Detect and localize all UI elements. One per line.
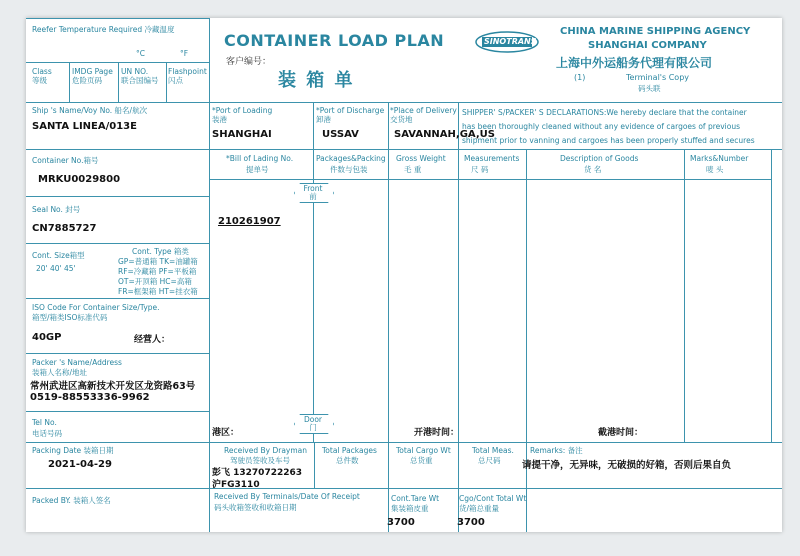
container-load-plan-document <box>26 18 782 532</box>
grid-line <box>526 149 527 442</box>
cont-size-values: 20' 40' 45' <box>36 264 76 273</box>
tel-no-label: Tel No. <box>32 418 57 427</box>
grid-line <box>166 62 167 102</box>
gross-weight-label-cn: 毛 重 <box>404 165 422 174</box>
door-label: Door <box>303 415 323 424</box>
flashpoint-label: Flashpoint <box>168 67 207 76</box>
remarks-value: 请提干净，无异味，无破损的好箱，否则后果自负 <box>522 460 732 471</box>
document-title-cn: 装 箱 单 <box>278 70 355 91</box>
grid-line <box>313 102 314 149</box>
declaration-line-2: has been thoroughly cleaned without any evidence of cargoes of previous <box>462 122 741 131</box>
terminal-receipt-label-cn: 码头收箱签收和收箱日期 <box>214 503 297 512</box>
port-of-discharge-label: *Port of Discharge <box>316 106 385 115</box>
terminal-receipt-label: Received By Terminals/Date Of Receipt <box>214 492 360 501</box>
copy-label: Terminal's Copy <box>626 73 690 82</box>
drayman-label-cn: 驾驶员签收及车号 <box>230 456 290 465</box>
cont-type-line-1: GP=普通箱 TK=油罐箱 <box>118 257 198 266</box>
grid-line <box>26 18 210 19</box>
grid-line <box>458 102 459 149</box>
fahrenheit-unit: °F <box>180 49 189 58</box>
front-label-cn: 前 <box>309 192 317 201</box>
grid-line <box>26 353 210 354</box>
cargo-container-total-value: 3700 <box>457 517 485 528</box>
grid-line <box>458 149 459 442</box>
packer-label: Packer 's Name/Address <box>32 358 122 367</box>
cont-size-label: Cont. Size箱型 <box>32 251 85 260</box>
iso-code-value: 40GP <box>32 332 62 343</box>
seal-no-value: CN7885727 <box>32 223 97 234</box>
tare-weight-value: 3700 <box>387 517 415 528</box>
iso-code-label: ISO Code For Container Size/Type. <box>32 303 160 312</box>
container-no-label: Container No.箱号 <box>32 156 99 165</box>
total-meas-label: Total Meas. <box>472 446 514 455</box>
gross-weight-label: Gross Weight <box>396 154 446 163</box>
grid-line <box>209 179 772 180</box>
port-of-loading-value: SHANGHAI <box>212 129 272 140</box>
imdg-label: IMDG Page <box>72 67 113 76</box>
total-packages-label-cn: 总件数 <box>336 456 359 465</box>
company-name-en-2: SHANGHAI COMPANY <box>588 40 707 51</box>
declaration-line-3: shipment prior to vanning and cargoes has been properly stuffed and secures <box>462 136 755 145</box>
grid-line <box>26 442 782 443</box>
cont-type-line-2: RF=冷藏箱 PF=平板箱 <box>118 267 197 276</box>
declaration-line-1: SHIPPER' S/PACKER' S DECLARATIONS:We hereby declare that the container <box>462 108 747 117</box>
ship-name-value: SANTA LINEA/013E <box>32 121 137 132</box>
description-label-cn: 货 名 <box>584 165 602 174</box>
cont-type-label: Cont. Type 箱类 <box>132 247 189 256</box>
total-cargo-label: Total Cargo Wt <box>396 446 451 455</box>
grid-line <box>26 149 782 150</box>
remarks-label: Remarks: 备注 <box>530 446 583 455</box>
grid-line <box>771 149 772 442</box>
cont-type-line-4: FR=框架箱 HT=挂衣箱 <box>118 287 198 296</box>
grid-line <box>118 62 119 102</box>
marks-label: Marks&Number <box>690 154 749 163</box>
grid-line <box>69 62 70 102</box>
class-label-cn: 等级 <box>32 76 47 85</box>
packing-date-value: 2021-04-29 <box>48 459 112 470</box>
iso-code-label-cn: 箱型/箱类ISO标准代码 <box>32 313 108 322</box>
bl-no-value: 210261907 <box>218 216 281 227</box>
cargo-container-total-label-cn: 货/箱总重量 <box>459 504 500 513</box>
grid-line <box>26 102 782 103</box>
tel-no-label-cn: 电话号码 <box>32 429 62 438</box>
packer-address: 常州武进区高新技术开发区龙资路63号 <box>30 381 196 392</box>
port-of-loading-label: *Port of Loading <box>212 106 273 115</box>
open-time-label: 开港时间： <box>414 428 460 438</box>
operator-label: 经营人： <box>134 335 171 345</box>
grid-line <box>26 411 210 412</box>
container-no-value: MRKU0029800 <box>38 174 121 185</box>
customer-no-label: 客户编号： <box>226 57 272 67</box>
tare-weight-label: Cont.Tare Wt <box>391 494 440 503</box>
marks-label-cn: 唛 头 <box>706 165 724 174</box>
imdg-label-cn: 危险页码 <box>72 76 102 85</box>
grid-line <box>26 488 782 489</box>
front-label: Front <box>303 184 323 193</box>
cutoff-time-label: 截港时间： <box>598 428 644 438</box>
packer-label-cn: 装箱人名称/地址 <box>32 368 88 377</box>
reefer-temp-label: Reefer Temperature Required 冷藏温度 <box>32 25 175 34</box>
un-label-cn: 联合国编号 <box>121 76 159 85</box>
cargo-container-total-label: Cgo/Cont Total Wt <box>459 494 527 503</box>
grid-line <box>26 298 210 299</box>
drayman-name: 彭飞 13270722263 <box>212 468 303 478</box>
cont-type-line-3: OT=开顶箱 HC=高箱 <box>118 277 192 286</box>
flashpoint-label-cn: 闪点 <box>168 76 183 85</box>
grid-line <box>684 149 685 442</box>
copy-number: (1) <box>574 73 586 82</box>
tare-weight-label-cn: 集装箱皮重 <box>391 504 429 513</box>
place-of-delivery-value: SAVANNAH,GA,US <box>394 129 495 140</box>
port-area-label: 港区： <box>212 428 240 438</box>
packages-label: Packages&Packing <box>316 154 386 163</box>
logo-text: SINOTRANS <box>484 37 537 46</box>
company-name-en: CHINA MARINE SHIPPING AGENCY <box>560 26 751 37</box>
grid-line <box>388 102 389 149</box>
document-title-en: CONTAINER LOAD PLAN <box>224 31 445 50</box>
left-column-divider <box>209 18 210 532</box>
total-meas-label-cn: 总尺码 <box>478 456 501 465</box>
bl-no-label: *Bill of Lading No. <box>226 154 294 163</box>
grid-line <box>388 149 389 442</box>
grid-line <box>26 243 210 244</box>
drayman-label: Received By Drayman <box>224 446 308 455</box>
company-name-cn: 上海中外运船务代理有限公司 <box>556 56 713 70</box>
door-label-cn: 门 <box>309 423 317 432</box>
grid-line <box>26 196 210 197</box>
packages-label-cn: 件数与包装 <box>330 165 368 174</box>
total-packages-label: Total Packages <box>322 446 377 455</box>
port-of-discharge-value: USSAV <box>322 129 359 140</box>
drayman-plate: 沪FG3110 <box>212 480 260 490</box>
total-cargo-label-cn: 总货重 <box>410 456 433 465</box>
place-of-delivery-label: *Place of Delivery <box>390 106 457 115</box>
class-label: Class <box>32 67 52 76</box>
ship-name-label: Ship 's Name/Voy No. 船名/航次 <box>32 106 148 115</box>
sinotrans-logo <box>474 30 540 54</box>
port-of-loading-label-cn: 装港 <box>212 115 227 124</box>
bl-no-label-cn: 提单号 <box>246 165 269 174</box>
grid-line <box>314 442 315 488</box>
celsius-unit: °C <box>136 49 145 58</box>
port-of-discharge-label-cn: 卸港 <box>316 115 331 124</box>
description-label: Description of Goods <box>560 154 639 163</box>
measurements-label-cn: 尺 码 <box>471 165 489 174</box>
seal-no-label: Seal No. 封号 <box>32 205 81 214</box>
place-of-delivery-label-cn: 交货地 <box>390 115 413 124</box>
measurements-label: Measurements <box>464 154 520 163</box>
packer-phone: 0519-88553336-9962 <box>30 392 150 403</box>
packing-date-label: Packing Date 装箱日期 <box>32 446 114 455</box>
packed-by-label: Packed BY. 装箱人签名 <box>32 496 111 505</box>
un-label: UN NO. <box>121 67 149 76</box>
copy-label-cn: 码头联 <box>638 84 661 93</box>
